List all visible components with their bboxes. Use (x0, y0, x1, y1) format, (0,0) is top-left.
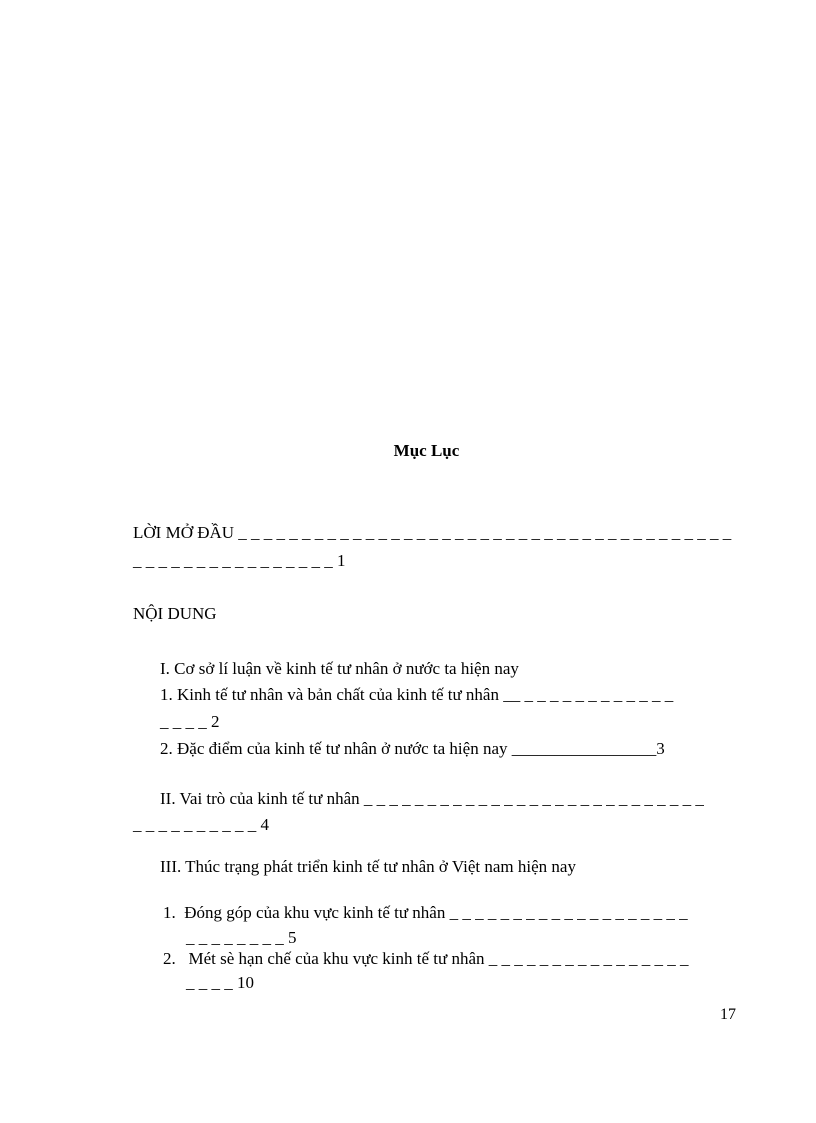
toc-entry-3-2-cont: _ _ _ _ 10 (186, 973, 254, 992)
page-title: Mục Lục (393, 441, 460, 460)
toc-entry-preface-cont: _ _ _ _ _ _ _ _ _ _ _ _ _ _ _ _ 1 (133, 551, 346, 570)
toc-entry-1-2: 2. Đặc điểm của kinh tế tư nhân ở nước ta hiện nay _________________3 (160, 739, 665, 758)
toc-entry-3-1: 1. Đóng góp của khu vực kinh tế tư nhân _ _ _ _ _ _ _ _ _ _ _ _ _ _ _ _ _ _ _ (163, 903, 688, 922)
toc-entry-preface: LỜI MỞ ĐẦU _ _ _ _ _ _ _ _ _ _ _ _ _ _ _ _ _ _ _ _ _ _ _ _ _ _ _ _ _ _ _ _ _ _ _ _ _ _ _ (133, 523, 732, 542)
toc-entry-1-1-cont: _ _ _ _ 2 (160, 712, 220, 731)
toc-section-3: III. Thúc trạng phát triển kinh tế tư nhân ở Việt nam hiện nay (160, 857, 576, 876)
page-number: 17 (720, 1006, 736, 1023)
toc-section-2: II. Vai trò của kinh tế tư nhân _ _ _ _ _ _ _ _ _ _ _ _ _ _ _ _ _ _ _ _ _ _ _ _ _ _ _ (160, 789, 704, 808)
toc-entry-3-2: 2. Mét sè hạn chế của khu vực kinh tế tư nhân _ _ _ _ _ _ _ _ _ _ _ _ _ _ _ _ (163, 949, 689, 968)
toc-section-1: I. Cơ sở lí luận về kinh tế tư nhân ở nước ta hiện nay (160, 659, 519, 678)
toc-entry-3-1-cont: _ _ _ _ _ _ _ _ 5 (186, 928, 297, 947)
toc-entry-1-1: 1. Kinh tế tư nhân và bản chất của kinh tế tư nhân __ _ _ _ _ _ _ _ _ _ _ _ _ (160, 685, 674, 704)
toc-section-2-cont: _ _ _ _ _ _ _ _ _ _ 4 (133, 815, 269, 834)
toc-heading-content: NỘI DUNG (133, 604, 217, 623)
